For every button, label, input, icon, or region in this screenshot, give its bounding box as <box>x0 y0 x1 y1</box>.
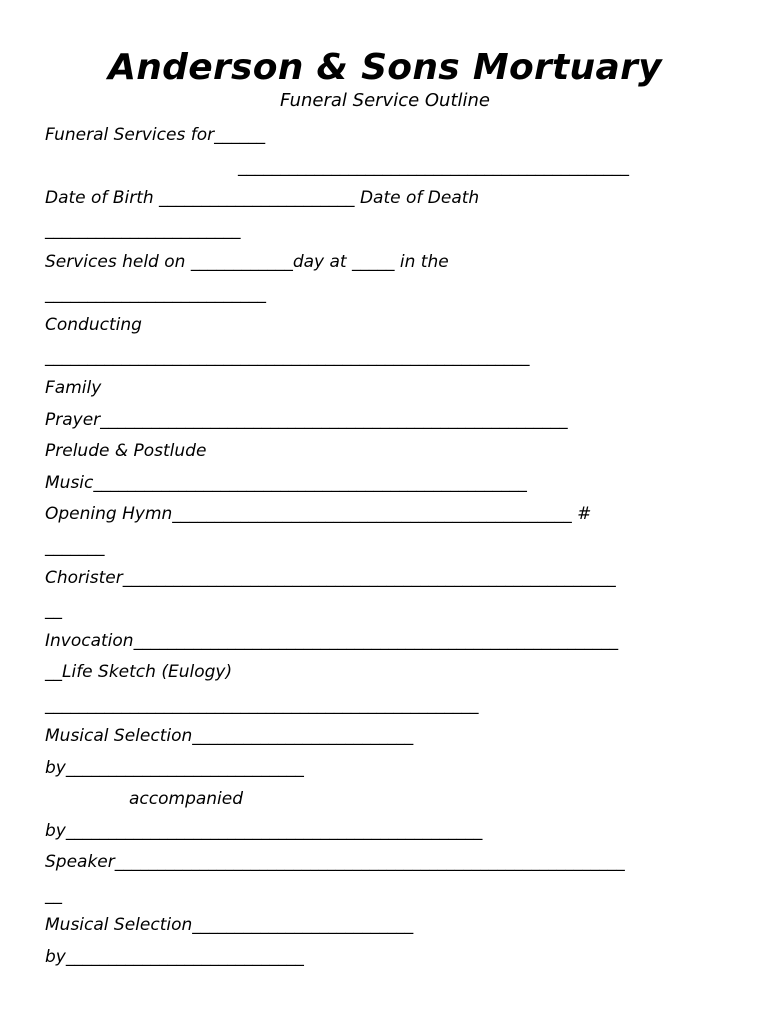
life-sketch-blank-line: ___________________________________________________ <box>45 695 479 715</box>
prelude-postlude-label: Prelude & Postlude <box>45 441 207 461</box>
music-line: Music___________________________________________________ <box>45 473 527 493</box>
second-musical-selection-by-line: by____________________________ <box>45 947 304 967</box>
services-held-on-line: Services held on ____________day at _____ in the <box>45 252 449 272</box>
chorister-line: Chorister__________________________________________________________ <box>45 568 616 588</box>
conducting-blank-line: _________________________________________________________ <box>45 347 530 367</box>
musical-selection-line: Musical Selection__________________________ <box>45 726 414 746</box>
prayer-line: Prayer_______________________________________________________ <box>45 410 568 430</box>
page-title: Anderson & Sons Mortuary <box>108 47 662 88</box>
hymn-number-blank-line: _______ <box>45 537 105 557</box>
funeral-services-for-line: Funeral Services for______ <box>45 125 266 145</box>
chorister-blank-continuation: __ <box>45 600 62 620</box>
date-of-death-blank-line: _______________________ <box>45 220 241 240</box>
second-musical-selection-line: Musical Selection__________________________ <box>45 915 414 935</box>
speaker-line: Speaker____________________________________________________________ <box>45 852 625 872</box>
page-subtitle: Funeral Service Outline <box>279 90 491 111</box>
conducting-label: Conducting <box>45 315 142 335</box>
life-sketch-label: __Life Sketch (Eulogy) <box>45 662 233 682</box>
accompanied-by-line: by_________________________________________________ <box>45 821 483 841</box>
accompanied-label: accompanied <box>129 789 244 809</box>
funeral-services-for-blank-line: ______________________________________________ <box>238 157 629 177</box>
musical-selection-by-line: by____________________________ <box>45 758 304 778</box>
speaker-blank-continuation: __ <box>45 885 62 905</box>
opening-hymn-line: Opening Hymn_______________________________________________ # <box>45 504 592 524</box>
date-of-birth-line: Date of Birth _______________________ Date of Death <box>45 188 480 208</box>
family-label: Family <box>45 378 102 398</box>
invocation-line: Invocation_________________________________________________________ <box>45 631 619 651</box>
services-location-blank-line: __________________________ <box>45 284 266 304</box>
